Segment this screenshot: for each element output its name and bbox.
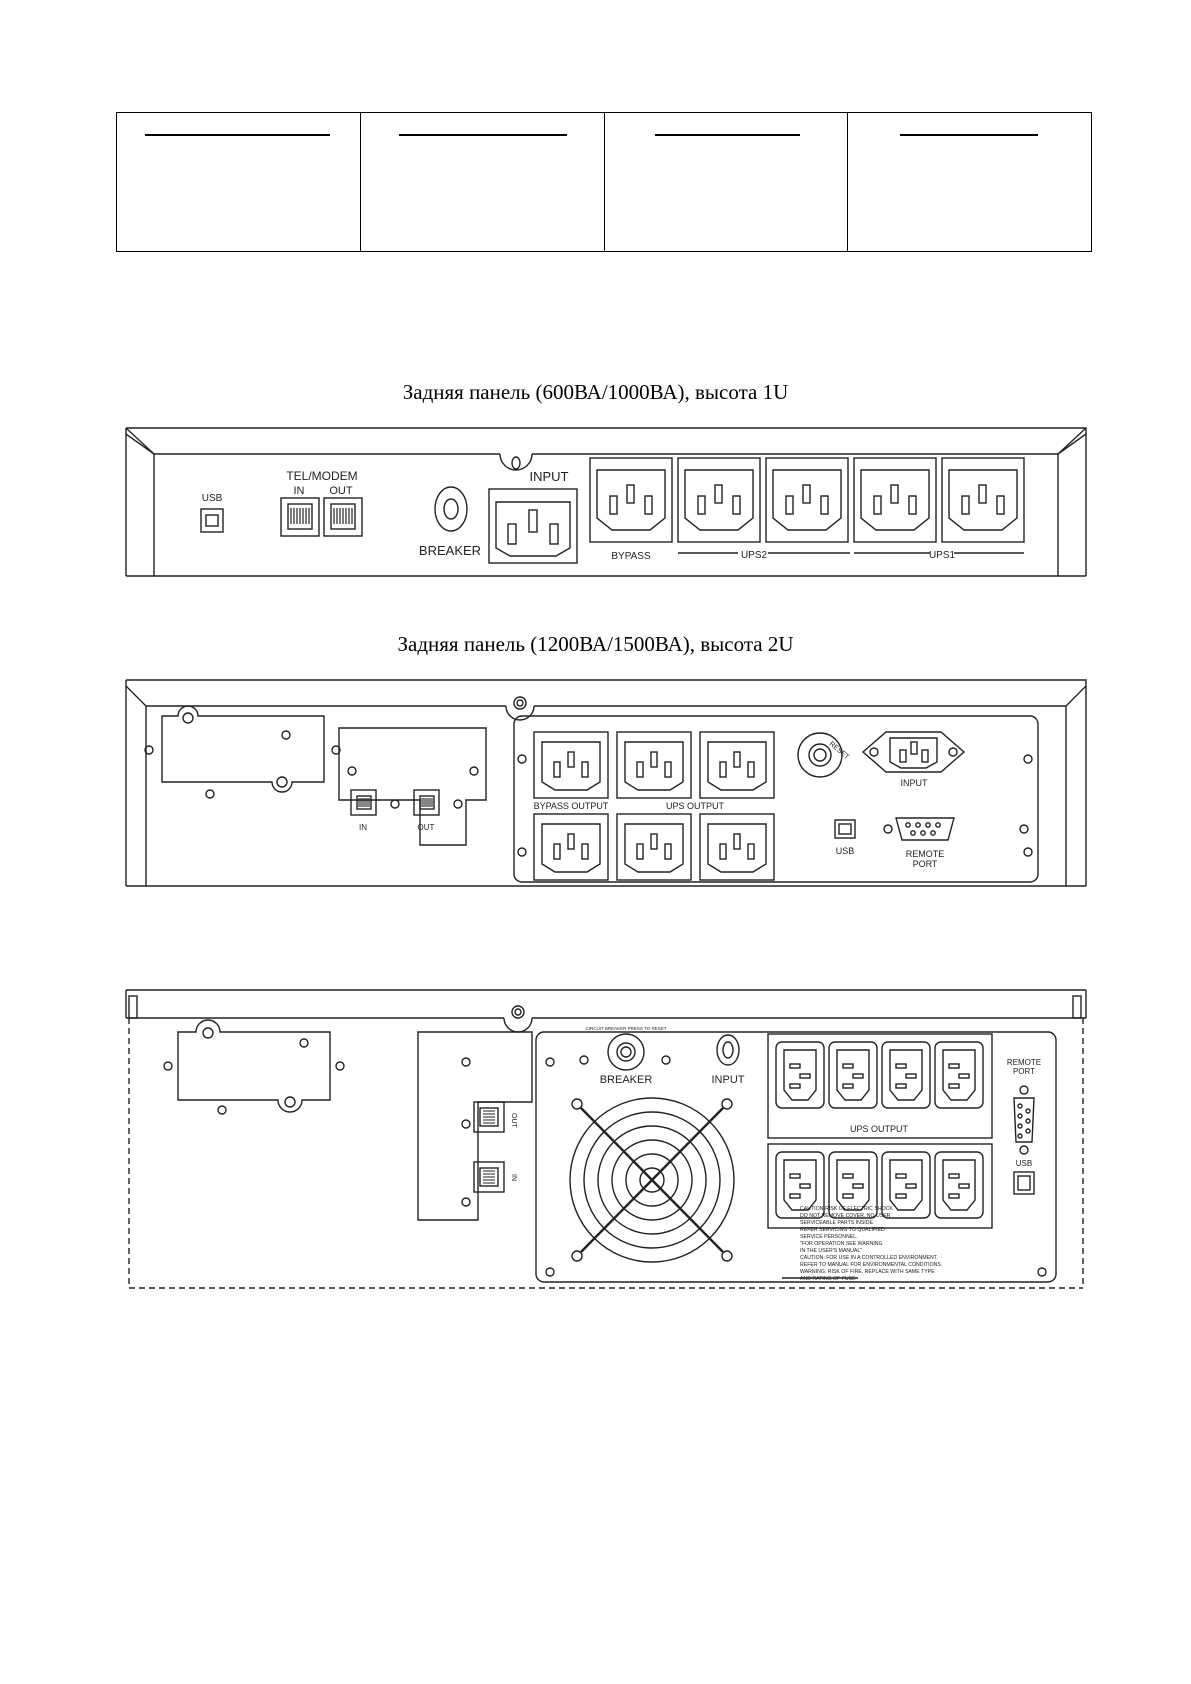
caution-line: WARNING: RISK OF FIRE, REPLACE WITH SAME TYPE [800, 1269, 935, 1275]
outlet-icon [700, 814, 774, 880]
breaker-icon [608, 1034, 644, 1070]
breaker-reset-icon [798, 733, 842, 777]
header-cell-3 [605, 113, 849, 251]
usb-port-icon [201, 509, 223, 532]
rj11-out-port-icon [324, 498, 362, 536]
outlet-icon [854, 458, 936, 542]
ups1-label: UPS1 [928, 550, 956, 561]
outlet-icon [534, 814, 608, 880]
breaker-ring-text: CIRCUIT BREAKER PRESS TO RESET [585, 1026, 667, 1031]
usb-label: USB [1015, 1159, 1033, 1168]
input-label: INPUT [900, 778, 928, 788]
bypass-label: BYPASS [611, 551, 651, 562]
breaker-label: BREAKER [599, 1074, 653, 1086]
usb-label: USB [835, 846, 855, 856]
input-label: INPUT [711, 1074, 745, 1086]
tel-out-label: OUT [510, 1113, 517, 1128]
rear-panel-1u [126, 428, 1086, 578]
power-input-socket-icon [489, 489, 577, 563]
reset-label: RESET [827, 740, 851, 762]
rj11-out-port-icon [414, 790, 439, 815]
ups-output-label: UPS OUTPUT [665, 801, 725, 811]
rear-panel-3u [126, 990, 1086, 1290]
outlet-icon [776, 1042, 824, 1108]
caption-panel-1u: Задняя панель (600ВА/1000ВА), высота 1U [402, 380, 789, 404]
caption-panel-2u: Задняя панель (1200ВА/1500ВА), высота 2U [397, 632, 794, 656]
caution-line: REFER SERVICING TO QUALIFIED [800, 1227, 885, 1233]
rj11-in-port-icon [281, 498, 319, 536]
header-cell-4 [848, 113, 1091, 251]
usb-port-icon [1014, 1172, 1034, 1194]
outlet-icon [829, 1042, 877, 1108]
power-input-socket-icon [863, 732, 964, 772]
outlet-icon [942, 458, 1024, 542]
outlet-icon [700, 732, 774, 798]
outlet-icon [766, 458, 848, 542]
ups2-label: UPS2 [740, 550, 768, 561]
outlet-icon [935, 1042, 983, 1108]
caution-line: CAUTION: FOR USE IN A CONTROLLED ENVIRONMENT. [800, 1255, 938, 1261]
input-label: INPUT [529, 469, 569, 484]
header-cell-1 [117, 113, 361, 251]
caution-line: AND RATING OF FUSE [800, 1276, 856, 1282]
remote-port-label-1: REMOTE [905, 849, 945, 859]
outlet-icon [882, 1042, 930, 1108]
remote-port-label-2: PORT [1012, 1067, 1036, 1076]
caution-line: SERVICEABLE PARTS INSIDE. [800, 1220, 875, 1226]
outlet-icon [617, 814, 691, 880]
usb-port-icon [835, 820, 855, 838]
caution-line: IN THE USER'S MANUAL" [800, 1248, 863, 1254]
caution-line: CAUTION-RISK OF ELECTRIC SHOCK [800, 1206, 893, 1212]
fan-grille-icon [570, 1098, 734, 1262]
breaker-icon [435, 487, 467, 531]
caution-line: REFER TO MANUAL FOR ENVIRONMENTAL CONDITIONS. [800, 1262, 943, 1268]
header-cell-2 [361, 113, 605, 251]
header-table [116, 112, 1092, 252]
signature-line [900, 134, 1038, 136]
outlet-icon [617, 732, 691, 798]
usb-label: USB [201, 493, 223, 504]
signature-line [655, 134, 800, 136]
remote-port-icon [1014, 1086, 1034, 1154]
tel-in-label: IN [510, 1174, 517, 1181]
ups-output-label: UPS OUTPUT [849, 1124, 909, 1134]
tel-in-label: IN [293, 485, 305, 497]
signature-line [399, 134, 567, 136]
signature-line [145, 134, 330, 136]
outlet-icon [678, 458, 760, 542]
rear-panel-2u [126, 680, 1086, 888]
caution-line: "FOR OPERATION SEE WARNING [800, 1241, 883, 1247]
outlet-icon [935, 1152, 983, 1218]
input-fuse-icon [717, 1035, 739, 1065]
remote-port-icon [884, 818, 1028, 840]
outlet-icon [534, 732, 608, 798]
bypass-output-label: BYPASS OUTPUT [533, 801, 609, 811]
caution-line: DO NOT REMOVE COVER. NO USER [800, 1213, 891, 1219]
remote-port-label-2: PORT [912, 859, 938, 869]
breaker-label: BREAKER [418, 543, 482, 558]
tel-out-label: OUT [329, 485, 353, 497]
caution-line: SERVICE PERSONNEL. [800, 1234, 858, 1240]
outlet-icon [590, 458, 672, 542]
tel-modem-label: TEL/MODEM [286, 469, 358, 483]
rj11-in-port-icon [351, 790, 376, 815]
tel-in-label: IN [359, 823, 367, 832]
remote-port-label-1: REMOTE [1006, 1058, 1042, 1067]
tel-out-label: OUT [417, 823, 435, 832]
